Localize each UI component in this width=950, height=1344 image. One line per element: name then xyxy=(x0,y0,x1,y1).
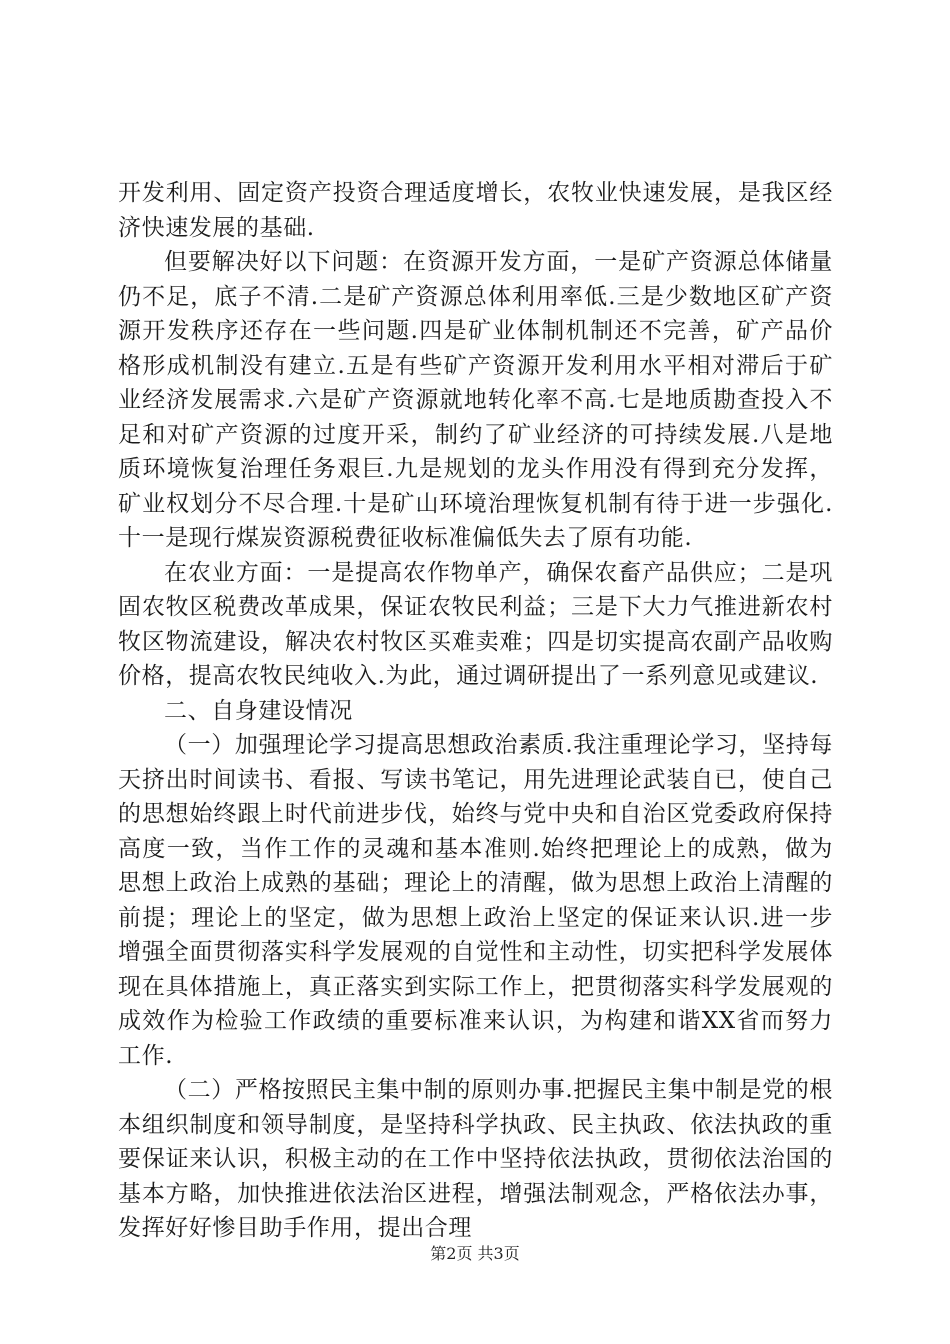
paragraph-2: 但要解决好以下问题：在资源开发方面，一是矿产资源总体储量仍不足，底子不清.二是矿产资源总体利用率低.三是少数地区矿产资源开发秩序还存在一些问题.四是矿业体制机制还不完善，矿产品价格形成机制没有建立.五是有些矿产资源开发利用水平相对滞后于矿业经济发展需求.六是矿产资源就地转化率不高.七是地质勘查投入不足和对矿产资源的过度开采，制约了矿业经济的可持续发展.八是地质环境恢复治理任务艰巨.九是规划的龙头作用没有得到充分发挥，矿业权划分不尽合理.十是矿山环境治理恢复机制有待于进一步强化.十一是现行煤炭资源税费征收标准偏低失去了原有功能. xyxy=(118,249,833,551)
paragraph-3: 在农业方面：一是提高农作物单产，确保农畜产品供应；二是巩固农牧区税费改革成果，保证农牧民利益；三是下大力气推进新农村牧区物流建设，解决农村牧区买难卖难；四是切实提高农副产品收购价格，提高农牧民纯收入.为此，通过调研提出了一系列意见或建议. xyxy=(118,559,833,689)
paragraph-1: 开发利用、固定资产投资合理适度增长，农牧业快速发展，是我区经济快速发展的基础. xyxy=(118,180,833,241)
paragraph-5: （一）加强理论学习提高思想政治素质.我注重理论学习，坚持每天挤出时间读书、看报、写读书笔记，用先进理论武装自已，使自己的思想始终跟上时代前进步伐，始终与党中央和自治区党委政府保持高度一致，当作工作的灵魂和基本准则.始终把理论上的成熟，做为思想上政治上成熟的基础；理论上的清醒，做为思想上政治上清醒的前提；理论上的坚定，做为思想上政治上坚定的保证来认识.进一步增强全面贯彻落实科学发展观的自觉性和主动性，切实把科学发展体现在具体措施上，真正落实到实际工作上，把贯彻落实科学发展观的成效作为检验工作政绩的重要标准来认识，为构建和谐XX省而努力工作. xyxy=(118,732,833,1069)
section-heading: 二、自身建设情况 xyxy=(164,697,353,724)
paragraph-6: （二）严格按照民主集中制的原则办事.把握民主集中制是党的根本组织制度和领导制度，是坚持科学执政、民主执政、依法执政的重要保证来认识，积极主动的在工作中坚持依法执政，贯彻依法治国的基本方略，加快推进依法治区进程，增强法制观念，严格依法办事，发挥好好惨目助手作用，提出合理 xyxy=(118,1077,833,1241)
page-footer: 第2页 共3页 xyxy=(430,1244,520,1263)
document-body xyxy=(118,176,833,1246)
